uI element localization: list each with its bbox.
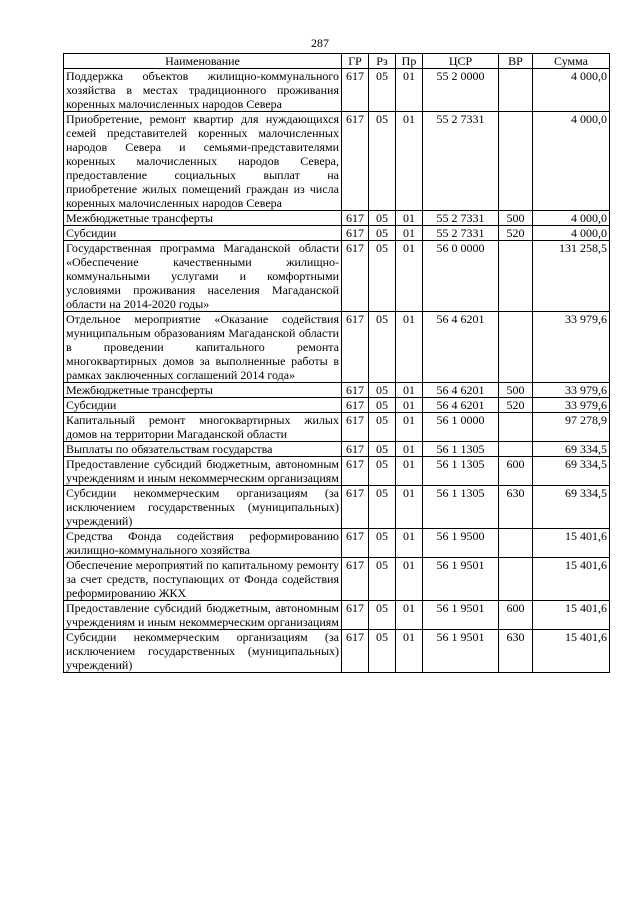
cell-vr: 630 (499, 486, 533, 529)
cell-csr: 56 4 6201 (423, 398, 499, 413)
cell-name: Обеспечение мероприятий по капитальному ремонту за счет средств, поступающих от Фонда содействия реформированию ЖКХ (64, 558, 342, 601)
cell-gr: 617 (342, 312, 369, 383)
cell-name: Государственная программа Магаданской области «Обеспечение качественными жилищно-коммунальными услугами и комфортными условиями проживания населения Магаданской области на 2014-2020 годы» (64, 241, 342, 312)
header-gr: ГР (342, 54, 369, 69)
table-row (64, 69, 610, 112)
cell-csr: 56 0 0000 (423, 241, 499, 312)
cell-name: Предоставление субсидий бюджетным, автономным учреждениям и иным некоммерческим организациям (64, 601, 342, 630)
cell-sum: 15 401,6 (533, 601, 610, 630)
table-header-row (64, 54, 610, 69)
cell-rz: 05 (369, 457, 396, 486)
table-row (64, 601, 610, 630)
cell-gr: 617 (342, 112, 369, 211)
cell-sum: 15 401,6 (533, 529, 610, 558)
cell-pr: 01 (396, 241, 423, 312)
cell-vr (499, 312, 533, 383)
cell-sum: 33 979,6 (533, 383, 610, 398)
table-body (64, 69, 610, 673)
cell-vr: 630 (499, 630, 533, 673)
cell-pr: 01 (396, 413, 423, 442)
cell-pr: 01 (396, 457, 423, 486)
cell-rz: 05 (369, 383, 396, 398)
cell-vr (499, 112, 533, 211)
cell-rz: 05 (369, 398, 396, 413)
cell-pr: 01 (396, 398, 423, 413)
cell-vr (499, 529, 533, 558)
cell-csr: 55 2 7331 (423, 211, 499, 226)
cell-name: Отдельное мероприятие «Оказание содействия муниципальным образованиям Магаданской области в проведении капитального ремонта многоквартирных домов за выполненные работы в рамках заключенных соглашений 2014 года» (64, 312, 342, 383)
cell-vr (499, 413, 533, 442)
cell-rz: 05 (369, 558, 396, 601)
cell-rz: 05 (369, 630, 396, 673)
cell-name: Выплаты по обязательствам государства (64, 442, 342, 457)
cell-rz: 05 (369, 241, 396, 312)
cell-gr: 617 (342, 442, 369, 457)
cell-rz: 05 (369, 486, 396, 529)
cell-sum: 97 278,9 (533, 413, 610, 442)
cell-csr: 56 1 0000 (423, 413, 499, 442)
cell-csr: 56 1 9500 (423, 529, 499, 558)
cell-csr: 55 2 0000 (423, 69, 499, 112)
cell-pr: 01 (396, 529, 423, 558)
cell-vr (499, 241, 533, 312)
cell-gr: 617 (342, 383, 369, 398)
table-row (64, 457, 610, 486)
cell-csr: 56 1 9501 (423, 558, 499, 601)
cell-gr: 617 (342, 211, 369, 226)
table-row (64, 442, 610, 457)
cell-vr: 600 (499, 457, 533, 486)
cell-csr: 56 1 9501 (423, 630, 499, 673)
cell-pr: 01 (396, 442, 423, 457)
cell-gr: 617 (342, 558, 369, 601)
cell-pr: 01 (396, 383, 423, 398)
cell-sum: 4 000,0 (533, 211, 610, 226)
cell-gr: 617 (342, 486, 369, 529)
cell-gr: 617 (342, 529, 369, 558)
cell-pr: 01 (396, 226, 423, 241)
table-row (64, 558, 610, 601)
cell-csr: 55 2 7331 (423, 112, 499, 211)
cell-sum: 33 979,6 (533, 398, 610, 413)
budget-table (63, 53, 610, 673)
cell-vr: 520 (499, 398, 533, 413)
cell-pr: 01 (396, 312, 423, 383)
cell-vr: 500 (499, 383, 533, 398)
cell-rz: 05 (369, 112, 396, 211)
cell-name: Межбюджетные трансферты (64, 383, 342, 398)
cell-sum: 4 000,0 (533, 226, 610, 241)
cell-rz: 05 (369, 442, 396, 457)
cell-name: Субсидии (64, 398, 342, 413)
table-row (64, 211, 610, 226)
table-row (64, 241, 610, 312)
cell-rz: 05 (369, 226, 396, 241)
cell-gr: 617 (342, 601, 369, 630)
cell-name: Субсидии некоммерческим организациям (за исключением государственных (муниципальных) учреждений) (64, 486, 342, 529)
cell-vr (499, 442, 533, 457)
cell-name: Средства Фонда содействия реформированию жилищно-коммунального хозяйства (64, 529, 342, 558)
cell-sum: 69 334,5 (533, 457, 610, 486)
cell-vr: 500 (499, 211, 533, 226)
cell-rz: 05 (369, 211, 396, 226)
cell-vr (499, 558, 533, 601)
table-row (64, 226, 610, 241)
table-row (64, 312, 610, 383)
header-vr: ВР (499, 54, 533, 69)
cell-sum: 131 258,5 (533, 241, 610, 312)
cell-name: Приобретение, ремонт квартир для нуждающихся семей представителей коренных малочисленных народов Севера и семьями-представителями коренных малочисленных народов Севера, предоставление социальных выплат на приобретение жилых помещений граждан из числа коренных малочисленных народов Севера (64, 112, 342, 211)
cell-csr: 56 4 6201 (423, 383, 499, 398)
cell-csr: 56 1 1305 (423, 457, 499, 486)
cell-name: Капитальный ремонт многоквартирных жилых домов на территории Магаданской области (64, 413, 342, 442)
table-row (64, 112, 610, 211)
page-number: 287 (311, 36, 329, 50)
cell-vr (499, 69, 533, 112)
cell-pr: 01 (396, 601, 423, 630)
cell-csr: 56 1 9501 (423, 601, 499, 630)
header-sum: Сумма (533, 54, 610, 69)
cell-name: Субсидии некоммерческим организациям (за исключением государственных (муниципальных) учреждений) (64, 630, 342, 673)
cell-sum: 69 334,5 (533, 442, 610, 457)
cell-csr: 56 1 1305 (423, 486, 499, 529)
cell-csr: 55 2 7331 (423, 226, 499, 241)
cell-gr: 617 (342, 69, 369, 112)
cell-rz: 05 (369, 413, 396, 442)
cell-sum: 33 979,6 (533, 312, 610, 383)
cell-vr: 600 (499, 601, 533, 630)
cell-name: Межбюджетные трансферты (64, 211, 342, 226)
cell-rz: 05 (369, 69, 396, 112)
header-name: Наименование (64, 54, 342, 69)
cell-gr: 617 (342, 226, 369, 241)
cell-sum: 15 401,6 (533, 558, 610, 601)
cell-sum: 15 401,6 (533, 630, 610, 673)
cell-pr: 01 (396, 112, 423, 211)
table-row (64, 413, 610, 442)
table-row (64, 529, 610, 558)
header-rz: Рз (369, 54, 396, 69)
cell-gr: 617 (342, 241, 369, 312)
cell-csr: 56 1 1305 (423, 442, 499, 457)
cell-pr: 01 (396, 69, 423, 112)
table-row (64, 383, 610, 398)
cell-csr: 56 4 6201 (423, 312, 499, 383)
cell-sum: 69 334,5 (533, 486, 610, 529)
header-pr: Пр (396, 54, 423, 69)
cell-gr: 617 (342, 457, 369, 486)
cell-gr: 617 (342, 630, 369, 673)
cell-sum: 4 000,0 (533, 69, 610, 112)
cell-rz: 05 (369, 529, 396, 558)
cell-pr: 01 (396, 558, 423, 601)
cell-pr: 01 (396, 486, 423, 529)
cell-name: Субсидии (64, 226, 342, 241)
cell-rz: 05 (369, 312, 396, 383)
cell-pr: 01 (396, 211, 423, 226)
table-row (64, 486, 610, 529)
cell-sum: 4 000,0 (533, 112, 610, 211)
table-row (64, 630, 610, 673)
cell-pr: 01 (396, 630, 423, 673)
cell-gr: 617 (342, 398, 369, 413)
cell-vr: 520 (499, 226, 533, 241)
table-row (64, 398, 610, 413)
cell-gr: 617 (342, 413, 369, 442)
header-csr: ЦСР (423, 54, 499, 69)
cell-rz: 05 (369, 601, 396, 630)
cell-name: Поддержка объектов жилищно-коммунального хозяйства в местах традиционного проживания коренных малочисленных народов Севера (64, 69, 342, 112)
cell-name: Предоставление субсидий бюджетным, автономным учреждениям и иным некоммерческим организациям (64, 457, 342, 486)
